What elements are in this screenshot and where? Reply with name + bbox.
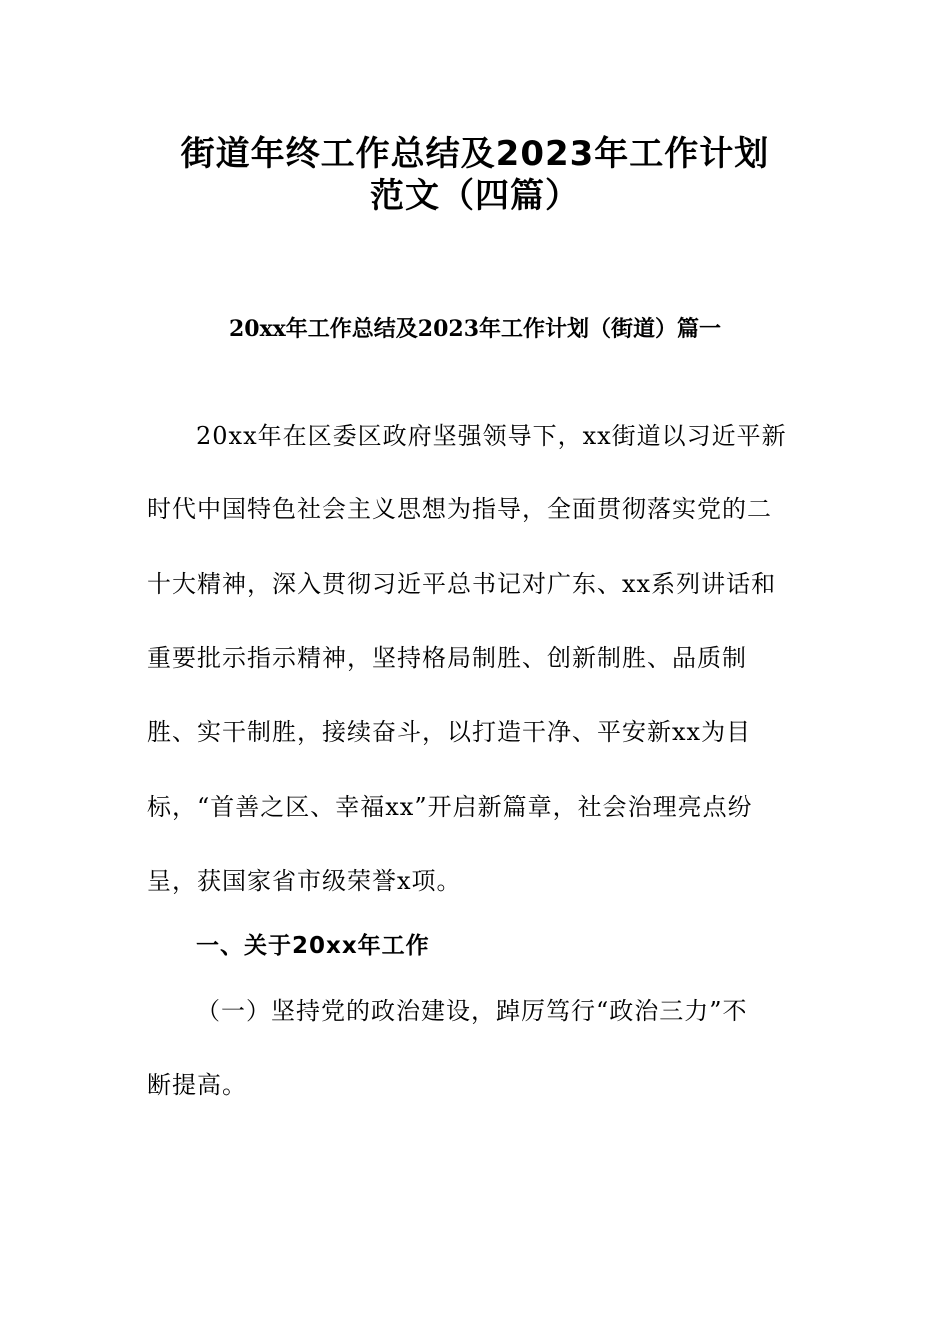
paragraph-line: 标，“首善之区、幸福xx”开启新篇章，社会治理亮点纷 — [147, 793, 753, 821]
paragraph-line: 20xx年在区委区政府坚强领导下，xx街道以习近平新 — [196, 422, 787, 450]
paragraph-line: 十大精神，深入贯彻习近平总书记对广东、xx系列讲话和 — [147, 570, 777, 598]
document-title-line-1: 街道年终工作总结及2023年工作计划 — [180, 134, 770, 174]
subsection-line: （一）坚持党的政治建设，踔厉笃行“政治三力”不 — [196, 997, 748, 1025]
paragraph-line: 胜、实干制胜，接续奋斗，以打造干净、平安新xx为目 — [147, 718, 752, 746]
section-heading: 一、关于20xx年工作 — [196, 933, 430, 959]
paragraph-line: 重要批示指示精神，坚持格局制胜、创新制胜、品质制 — [147, 644, 747, 672]
subsection-line: 断提高。 — [147, 1071, 247, 1099]
document-subtitle: 20xx年工作总结及2023年工作计划（街道）篇一 — [228, 316, 722, 342]
paragraph-line: 呈，获国家省市级荣誉x项。 — [147, 867, 462, 895]
paragraph-line: 时代中国特色社会主义思想为指导，全面贯彻落实党的二 — [147, 495, 772, 523]
document-title-line-2: 范文（四篇） — [370, 176, 580, 216]
